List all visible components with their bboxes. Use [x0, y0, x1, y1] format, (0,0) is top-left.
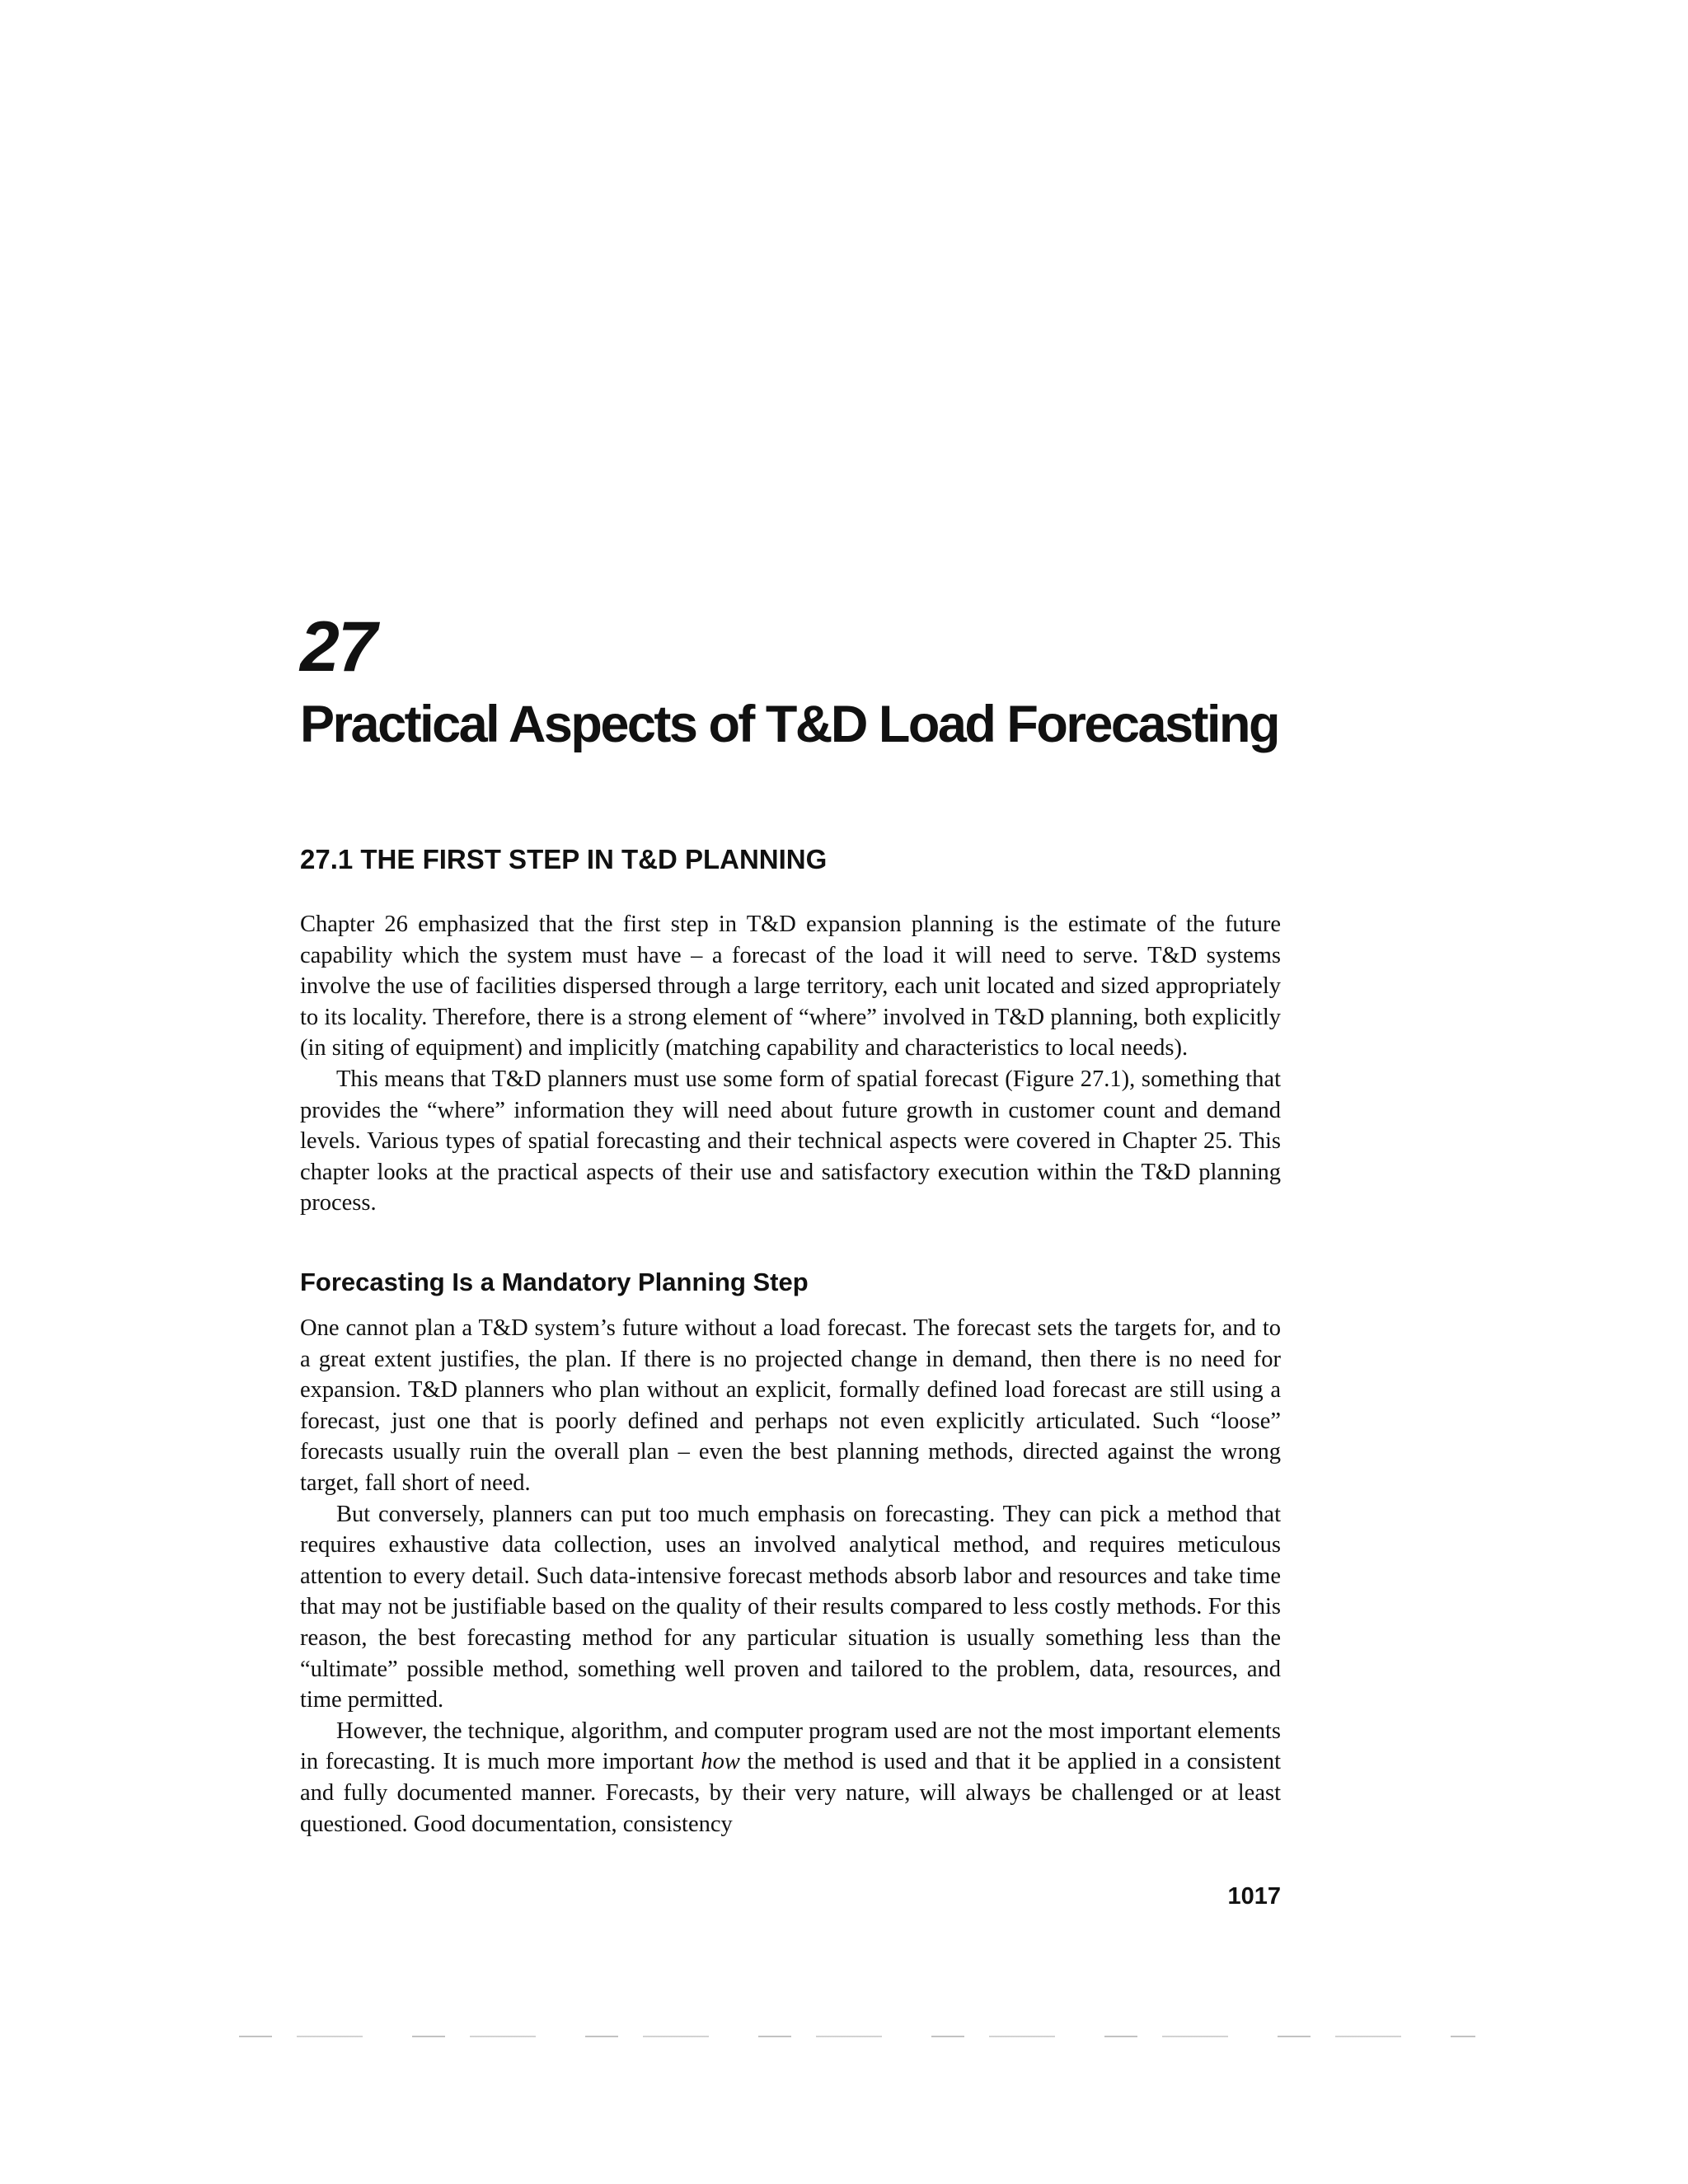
page-number: 1017: [1227, 1883, 1281, 1910]
paragraph: This means that T&D planners must use some form of spatial forecast (Figure 27.1), something that provides the “where” information they will need about future growth in customer count and demand levels. Various types of spatial forecasting and their technical aspects were covered in Chapter 25. This chapter looks at the practical aspects of their use and satisfactory execution within the T&D planning process.: [300, 1066, 1281, 1216]
paragraph: Chapter 26 emphasized that the first step in T&D expansion planning is the estimate of the future capability which the system must have – a forecast of the load it will need to serve. T&D systems involve the use of facilities dispersed through a large territory, each unit located and sized appropriately to its locality. Therefore, there is a strong element of “where” involved in T&D planning, both explicitly (in siting of equipment) and implicitly (matching capability and characteristics to local needs).: [300, 912, 1281, 1062]
paragraph-text: the method is used and that it be applied in a consistent and fully documented manner. Forecasts, by their very nature, will always be challenged or at least questioned. Good documentation, consistency: [300, 1749, 1281, 1837]
emphasis-text: how: [701, 1749, 740, 1775]
paragraph-text: However, the technique, algorithm, and computer program used are not the most important elements in forecasting. It is much more important: [300, 1718, 1281, 1775]
paragraph: But conversely, planners can put too much emphasis on forecasting. They can pick a method that requires exhaustive data collection, uses an involved analytical method, and requires meticulous attention to every detail. Such data-intensive forecast methods absorb labor and resources and take time that may not be justifiable based on the quality of their results compared to less costly methods. For this reason, the best forecasting method for any particular situation is usually something less than the “ultimate” possible method, something well proven and tailored to the problem, data, resources, and time permitted.: [300, 1501, 1281, 1713]
paragraph: One cannot plan a T&D system’s future without a load forecast. The forecast sets the targets for, and to a great extent justifies, the plan. If there is no projected change in demand, then there is no need for expansion. T&D planners who plan without an explicit, formally defined load forecast are still using a forecast, just one that is poorly defined and perhaps not even explicitly articulated. Such “loose” forecasts usually ruin the overall plan – even the best planning methods, directed against the wrong target, fall short of need.: [300, 1315, 1281, 1496]
chapter-number: 27: [300, 607, 376, 687]
subsection-heading: Forecasting Is a Mandatory Planning Step: [300, 1268, 809, 1296]
section-body: [300, 909, 1281, 1219]
scan-edge-artifact: [239, 2036, 1475, 2037]
chapter-title: Practical Aspects of T&D Load Forecasting: [300, 696, 1278, 753]
section-heading: 27.1 THE FIRST STEP IN T&D PLANNING: [300, 844, 828, 874]
paragraph: [300, 1716, 1281, 1840]
subsection-body: [300, 1313, 1281, 1840]
